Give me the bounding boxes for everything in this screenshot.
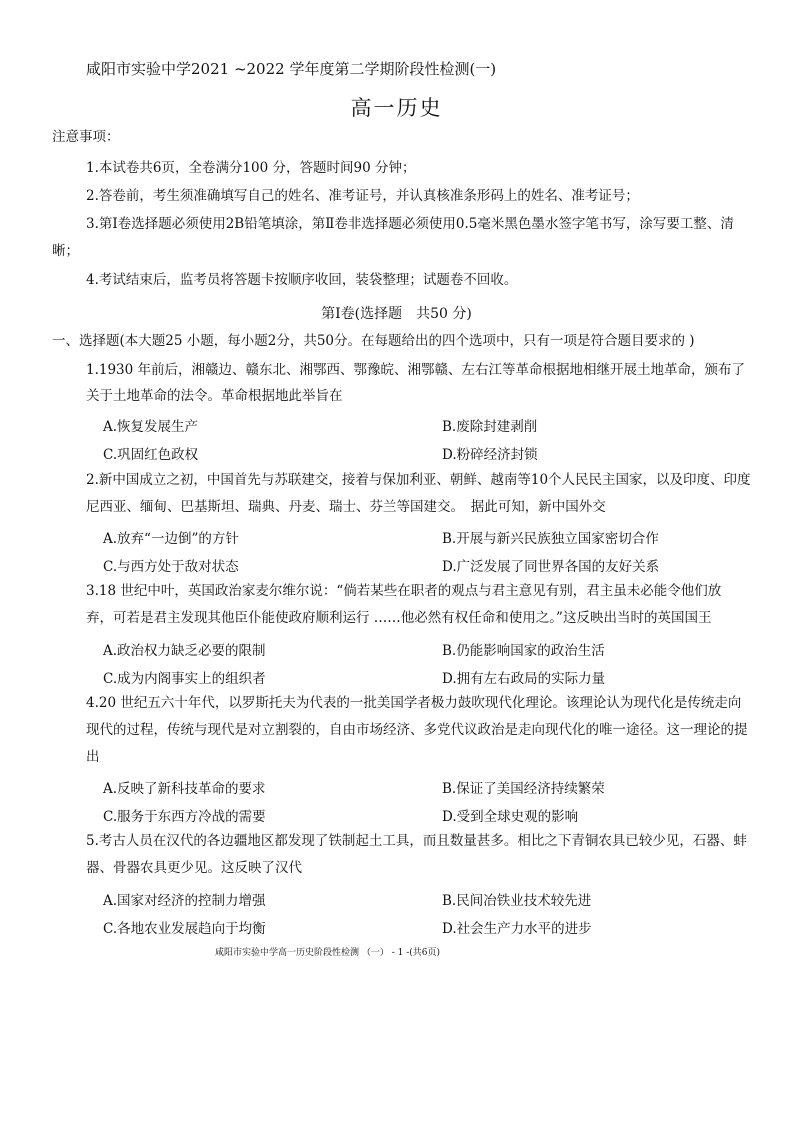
section-instruction: 一、选择题(本大题25 小题，每小题2分，共50分。在每题给出的四个选项中，只有一项是符合题目要求的 ) <box>52 333 695 349</box>
question-1-line-1: 1.1930 年前后，湘赣边、赣东北、湘鄂西、鄂豫皖、湘鄂赣、左右江等革命根据地相继开展土地革命，颁布了 <box>86 362 746 378</box>
question-4-option-d: D.受到全球史观的影响 <box>442 809 579 825</box>
page-footer: 咸阳市实验中学高一历史阶段性检测 （一） - 1 -(共6页) <box>215 948 441 958</box>
question-4-option-a: A.反映了新科技革命的要求 <box>103 781 266 797</box>
question-1-option-c: C.巩固红色政权 <box>103 447 199 463</box>
question-5-option-c: C.各地农业发展趋向于均衡 <box>103 921 266 937</box>
notes-heading: 注意事项： <box>52 129 120 145</box>
question-5-option-a: A.国家对经济的控制力增强 <box>103 893 266 909</box>
question-3-line-1: 3.18 世纪中叶，英国政治家麦尔维尔说：“倘若某些在职者的观点与君主意见有别，君主虽未必能令他们放 <box>86 583 722 599</box>
question-2-option-d: D.广泛发展了同世界各国的友好关系 <box>442 559 660 575</box>
question-4-option-c: C.服务于东西方冷战的需要 <box>103 809 266 825</box>
page-title: 高一历史 <box>350 96 443 120</box>
note-item-2: 2.答卷前，考生须准确填写自己的姓名、准考证号，并认真核准条形码上的姓名、准考证号； <box>86 188 639 204</box>
question-1-option-d: D.粉碎经济封锁 <box>442 447 538 463</box>
question-2-line-1: 2.新中国成立之初，中国首先与苏联建交，接着与保加利亚、朝鲜、越南等10个人民民主国家，以及印度、印度 <box>86 472 751 488</box>
question-1-option-a: A.恢复发展生产 <box>103 419 199 435</box>
question-3-option-d: D.拥有左右政局的实际力量 <box>442 671 606 687</box>
question-3-option-a: A.政治权力缺乏必要的限制 <box>103 643 266 659</box>
question-5-line-2: 器、骨器农具更少见。这反映了汉代 <box>86 860 302 876</box>
note-item-3: 3.第Ⅰ卷选择题必须使用2B铅笔填涂，第Ⅱ卷非选择题必须使用0.5毫米黑色墨水签字笔书写，涂写要工整、清 <box>86 216 734 232</box>
note-item-3-cont: 晰； <box>52 243 79 259</box>
question-4-option-b: B.保证了美国经济持续繁荣 <box>442 781 605 797</box>
question-2-option-a: A.放弃“一边倒”的方针 <box>103 531 239 547</box>
question-5-option-b: B.民间冶铁业技术较先进 <box>442 893 592 909</box>
section-title: 第Ⅰ卷(选择题 共50 分) <box>321 306 472 322</box>
question-2-line-2: 尼西亚、缅甸、巴基斯坦、瑞典、丹麦、瑞士、芬兰等国建交。 据此可知，新中国外交 <box>86 499 606 515</box>
question-1-line-2: 关于土地革命的法令。革命根据地此举旨在 <box>86 388 343 404</box>
question-2-option-b: B.开展与新兴民族独立国家密切合作 <box>442 531 659 547</box>
exam-header: 咸阳市实验中学2021 ~2022 学年度第二学期阶段性检测(一) <box>86 60 497 78</box>
note-item-4: 4.考试结束后，监考员将答题卡按顺序收回，装袋整理；试题卷不回收。 <box>86 272 518 288</box>
question-3-option-b: B.仍能影响国家的政治生活 <box>442 643 605 659</box>
question-5-line-1: 5.考古人员在汉代的各边疆地区都发现了铁制起土工具，而且数量甚多。相比之下青铜农具已较少见，石器、蚌 <box>86 833 747 849</box>
question-4-line-1: 4.20 世纪五六十年代，以罗斯托夫为代表的一批美国学者极力鼓吹现代化理论。该理论认为现代化是传统走向 <box>86 695 742 711</box>
question-4-line-3: 出 <box>86 749 100 765</box>
question-2-option-c: C.与西方处于敌对状态 <box>103 559 239 575</box>
note-item-1: 1.本试卷共6页，全卷满分100 分，答题时间90 分钟； <box>86 160 416 176</box>
question-5-option-d: D.社会生产力水平的进步 <box>442 921 592 937</box>
question-3-option-c: C.成为内阁事实上的组织者 <box>103 671 266 687</box>
question-3-line-2: 弃，可若是君主发现其他臣仆能使政府顺利运行 ……他必然有权任命和使用之。”这反映出当时的英国国王 <box>86 610 712 626</box>
question-1-option-b: B.废除封建剥削 <box>442 419 538 435</box>
question-4-line-2: 现代的过程，传统与现代是对立割裂的，自由市场经济、多党代议政治是走向现代化的唯一途径。这一理论的提 <box>86 722 748 738</box>
